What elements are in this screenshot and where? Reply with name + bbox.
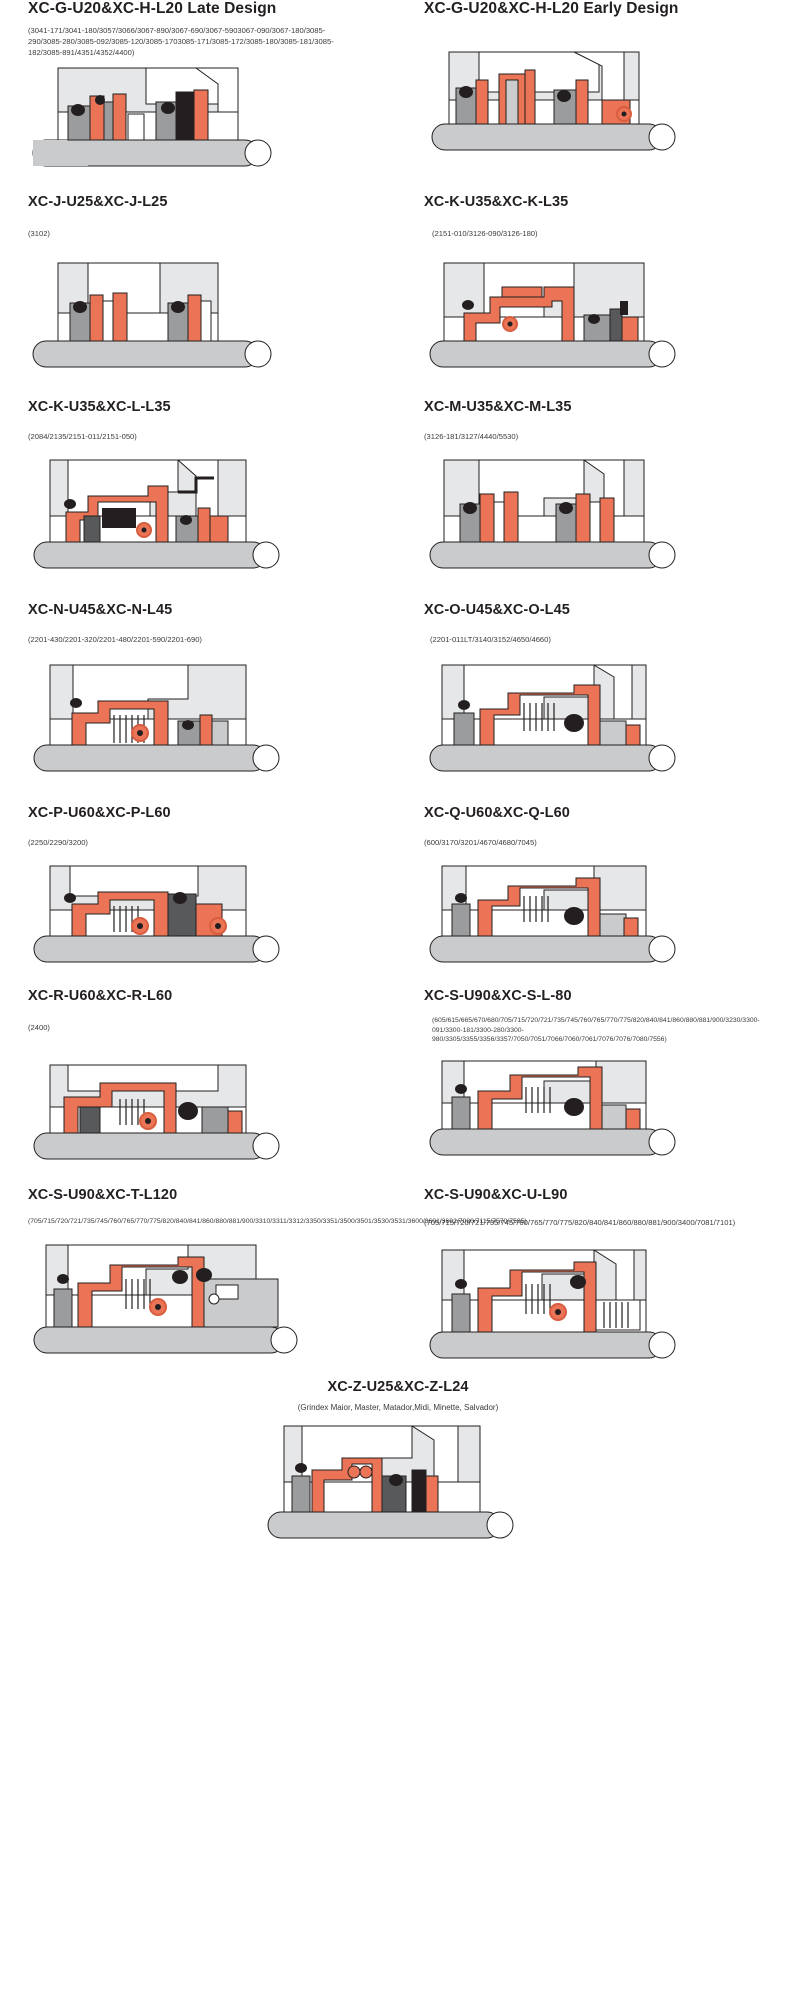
figure-codes: (605/615/665/670/680/705/715/720/721/735/745/760/765/770/775/820/840/841/860/880/881/900/3230/3300-091/3300-181/3300-280/3300-980/3305/3355/3356/3357/7050/7051/7066/7060/7061/7076/7076/7080/7556): [432, 1017, 760, 1044]
figure-block-xc-s-u90-u-l90: [400, 1187, 796, 1364]
figure-codes: (705/715/720/721/735/745/760/765/770/775/820/840/841/860/880/881/900/3310/3311/3312/3350/3351/3500/3501/3530/3531/3600/3601/3602/7080/7115/7570/7585): [28, 1218, 527, 1225]
figure-codes: (3041-171/3041-180/3057/3066/3067-890/3067-690/3067-5903067-090/3067-180/3085-290/3085-280/3085-092/3085-120/3085-1703085-171/3085-172/3085-180/3085-181/3085-182/3085-891/4351/4352/4400): [28, 26, 334, 57]
figure-block-xc-k-u35-k-l35: [400, 194, 796, 373]
seal-diagram-j: [424, 864, 786, 970]
figure-block-xc-q-u60-q-l60: [400, 805, 796, 970]
figure-codes: (2400): [28, 1023, 50, 1032]
figure-codes: (3126-181/3127/4440/5530): [424, 432, 519, 441]
figure-block-xc-k-u35-l-l35: [0, 399, 400, 576]
figure-block-xc-m-u35-m-l35: [400, 399, 796, 576]
figure-block-xc-j-u25-j-l25: [0, 194, 400, 373]
seal-diagram-m: [28, 1243, 390, 1359]
seal-diagram-i: [28, 864, 390, 970]
figure-title: XC-K-U35&XC-L-L35: [28, 399, 171, 415]
row-4: [0, 602, 796, 779]
figure-title: XC-N-U45&XC-N-L45: [28, 602, 173, 618]
row-5: [0, 805, 796, 970]
row-1: [0, 0, 796, 176]
seal-diagram-a: [28, 66, 390, 176]
figure-codes: (705/715/720/721/735/745/760/765/770/775/820/840/841/860/880/881/900/3400/7081/7101): [424, 1218, 736, 1227]
seal-diagram-h: [424, 663, 786, 779]
row-6: [0, 988, 796, 1167]
seal-diagram-d: [424, 261, 786, 373]
figure-title: XC-S-U90&XC-T-L120: [28, 1187, 178, 1203]
row-3: [0, 399, 796, 576]
seal-diagram-g: [28, 663, 390, 779]
figure-block-xc-p-u60-p-l60: [0, 805, 400, 970]
figure-title: XC-G-U20&XC-H-L20 Late Design: [28, 0, 277, 17]
figure-title: XC-Z-U25&XC-Z-L24: [327, 1379, 469, 1395]
figure-title: XC-M-U35&XC-M-L35: [424, 399, 572, 415]
seal-diagram-f: [424, 458, 786, 576]
seal-diagram-l: [424, 1059, 786, 1163]
figure-block-xc-g-u20-h-l20-late: [0, 0, 400, 176]
figure-title: XC-K-U35&XC-K-L35: [424, 194, 569, 210]
figure-block-xc-n-u45-n-l45: [0, 602, 400, 779]
figure-block-xc-g-u20-h-l20-early: [400, 0, 796, 176]
figure-block-xc-r-u60-r-l60: [0, 988, 400, 1167]
figure-title: XC-P-U60&XC-P-L60: [28, 805, 171, 821]
figure-codes: (2250/2290/3200): [28, 838, 88, 847]
figure-block-xc-s-u90-s-l-80: [400, 988, 796, 1167]
figure-codes: (2151-010/3126-090/3126-180): [432, 229, 538, 238]
figure-title: XC-Q-U60&XC-Q-L60: [424, 805, 570, 821]
figure-codes: (2084/2135/2151-011/2151-050): [28, 432, 137, 441]
figure-title: XC-O-U45&XC-O-L45: [424, 602, 570, 618]
row-2: [0, 194, 796, 373]
seal-diagram-c: [28, 261, 390, 373]
figure-title: XC-R-U60&XC-R-L60: [28, 988, 173, 1004]
figure-codes: (2201-430/2201-320/2201-480/2201-590/2201-690): [28, 635, 202, 644]
seal-diagram-z: [0, 1424, 796, 1544]
row-7: [0, 1187, 796, 1364]
figure-block-footer: [0, 1378, 796, 1544]
figure-title: XC-S-U90&XC-U-L90: [424, 1187, 568, 1203]
figure-title: XC-S-U90&XC-S-L-80: [424, 988, 572, 1004]
figure-codes: (600/3170/3201/4670/4680/7045): [424, 838, 537, 847]
figure-block-xc-o-u45-o-l45: [400, 602, 796, 779]
figure-title: XC-J-U25&XC-J-L25: [28, 194, 168, 210]
seal-diagram-b: [424, 50, 786, 160]
seal-diagram-k: [28, 1063, 390, 1167]
seal-diagram-n: [424, 1248, 786, 1364]
figure-codes: (2201-011LT/3140/3152/4650/4660): [430, 635, 551, 644]
figure-codes: (3102): [28, 229, 50, 238]
seal-diagram-e: [28, 458, 390, 576]
figure-codes: (Grindex Maior, Master, Matador,Midi, Minette, Salvador): [297, 1403, 499, 1412]
figure-title: XC-G-U20&XC-H-L20 Early Design: [424, 0, 679, 17]
